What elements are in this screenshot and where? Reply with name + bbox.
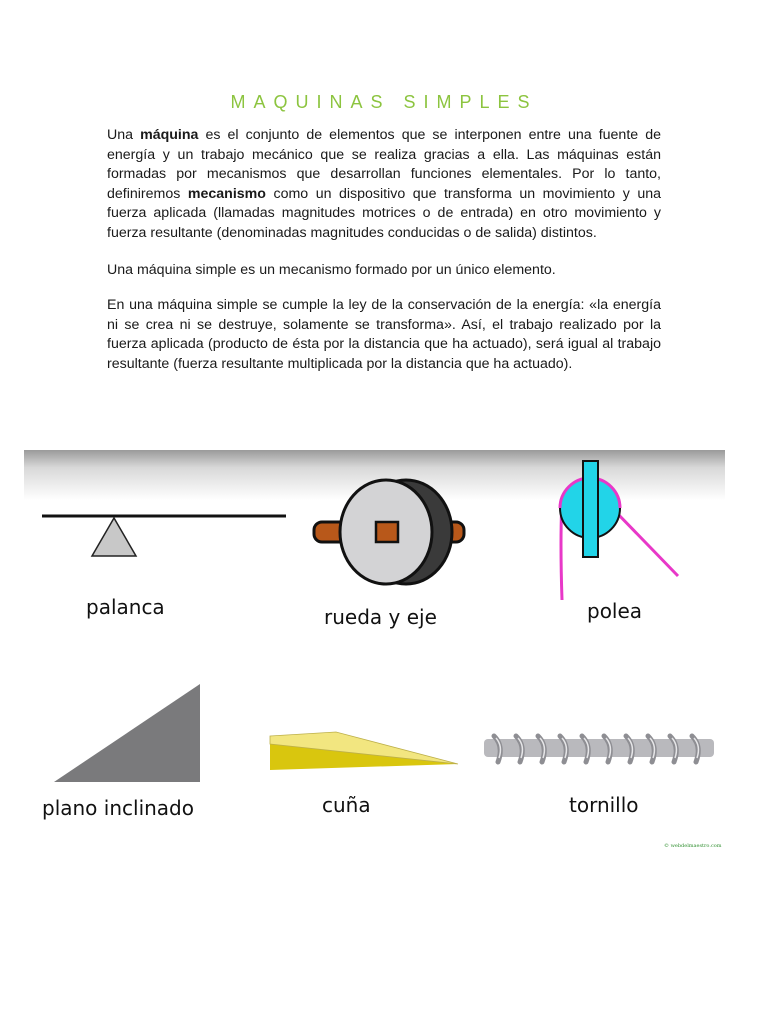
bold-term-mecanismo: mecanismo — [187, 185, 266, 202]
bold-term-maquina: máquina — [140, 127, 199, 143]
label-tornillo: tornillo — [569, 793, 639, 817]
label-plano-inclinado: plano inclinado — [42, 796, 194, 820]
label-rueda-y-eje: rueda y eje — [324, 605, 437, 629]
lever-illustration — [42, 516, 286, 556]
figure-canvas — [24, 450, 725, 852]
paragraph-energy-conservation: En una máquina simple se cumple la ley de la conservación de la energía: «la energía ni se crea ni se destruye, solamente se transforma». Así, el trabajo realizado por la fuerza aplicada (producto de ésta por la distancia que ha actuado), será igual al trabajo resultante (fuerza resultante multiplicada por la distancia que ha actuado). — [107, 297, 661, 372]
screw-illustration — [484, 736, 714, 762]
page-title: MAQUINAS SIMPLES — [230, 92, 538, 112]
p1-text: Una — [107, 127, 141, 143]
rope-right-icon — [614, 510, 678, 576]
simple-machines-figure — [24, 450, 725, 852]
paragraph-definition — [107, 126, 661, 243]
paragraph-simple-machine: Una máquina simple es un mecanismo formado por un único elemento. — [107, 262, 556, 278]
fulcrum-icon — [92, 518, 136, 556]
wedge-illustration — [270, 732, 458, 770]
p1-text: es el conjunto de elementos que se interponen entre una fuente de energía y un trabajo mecánico que se realiza gracias a ella. Las máquinas están formadas por mecanismos que desarrollan funciones elementales. Por lo tanto, definiremos — [107, 127, 661, 202]
label-polea: polea — [587, 599, 643, 623]
inclined-plane-icon — [54, 684, 200, 782]
pulley-bracket-icon — [583, 461, 598, 557]
label-cuna: cuña — [322, 793, 371, 817]
label-palanca: palanca — [86, 595, 165, 619]
axle-hub-icon — [376, 522, 398, 542]
p1-text: como un dispositivo que transforma un movimiento y una fuerza aplicada (llamadas magnitudes motrices o de entrada) en otro movimiento y fuerza resultante (denominadas magnitudes conducidas o de salida) distintos. — [107, 185, 661, 241]
figure-credit: © webdelmaestro.com — [664, 843, 722, 849]
